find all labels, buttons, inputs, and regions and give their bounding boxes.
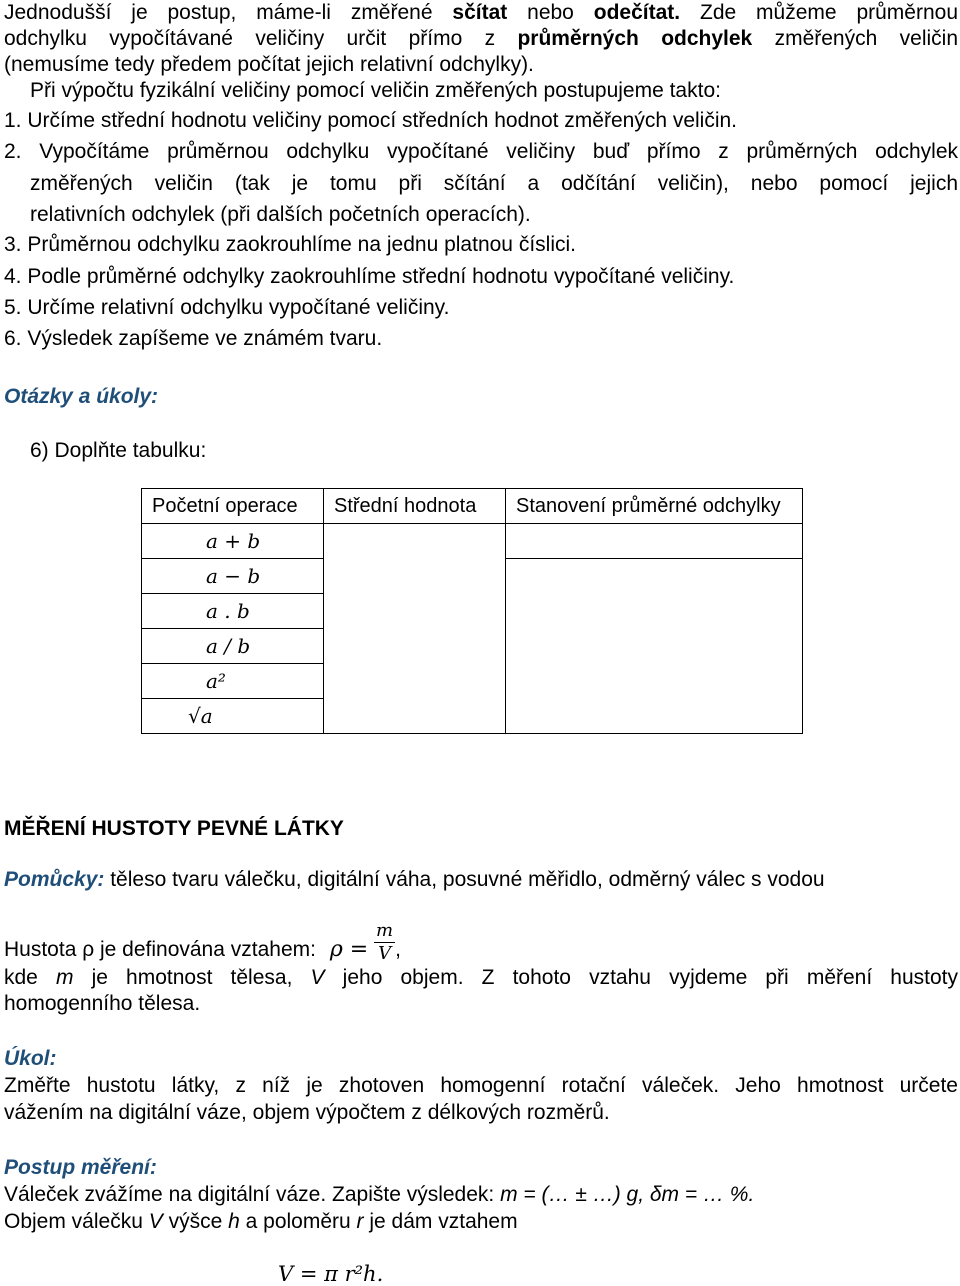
table-cell[interactable] [506, 559, 803, 734]
operation-label: 𝑎 / 𝑏 [206, 634, 251, 658]
text: Váleček zvážíme na digitální váze. Zapište výsledek: [4, 1183, 501, 1206]
bold-text: sčítat [452, 1, 508, 24]
table-cell [142, 559, 324, 594]
kde-line-1 [4, 966, 958, 990]
table-cell [142, 629, 324, 664]
table-header-cell [506, 489, 803, 524]
table-header-row [142, 489, 803, 524]
text: V [148, 1210, 163, 1233]
tools-line [4, 868, 825, 892]
density-text: Hustota ρ je definována vztahem: [4, 938, 316, 962]
questions-heading: Otázky a úkoly: [4, 385, 159, 408]
volume-formula: V = π r²h. [278, 1262, 384, 1286]
text: jeho objem. Z tohoto vztahu vyjdeme při měření hustoty [324, 966, 959, 989]
task-line-2: vážením na digitální váze, objem výpočtem z délkových rozměrů. [4, 1101, 610, 1124]
table-cell[interactable] [324, 524, 506, 734]
header-label: Početní operace [152, 494, 298, 517]
text: je hmotnost tělesa, [73, 966, 311, 989]
step-6: 6. Výsledek zapíšeme ve známém tvaru. [4, 327, 383, 350]
tools-text: těleso tvaru válečku, digitální váha, posuvné měřidlo, odměrný válec s vodou [104, 868, 825, 891]
intro-line-2 [4, 27, 958, 51]
fraction-numerator: m [376, 920, 394, 941]
bold-text: průměrných odchylek [517, 27, 753, 50]
header-label: Stanovení průměrné odchylky [516, 494, 781, 517]
text: m [55, 966, 74, 989]
text: V [310, 966, 325, 989]
tools-label: Pomůcky: [4, 868, 105, 891]
text: nebo [507, 1, 594, 24]
intro-line-3: (nemusíme tedy předem počítat jejich relativní odchylky). [4, 53, 534, 76]
procedure-line-1 [4, 1183, 754, 1207]
text: r [356, 1210, 364, 1233]
kde-line-2: homogenního tělesa. [4, 992, 201, 1015]
bold-text: odečítat. [593, 1, 681, 24]
text: kde [4, 966, 56, 989]
step-2-line-3: relativních odchylek (při dalších početních operacích). [30, 203, 531, 226]
table-header-cell [324, 489, 506, 524]
text: odchylku vypočítávané veličiny určit přímo z [4, 27, 518, 50]
table-cell [142, 664, 324, 699]
density-rho: ρ = [329, 937, 369, 963]
text: Jednodušší je postup, máme-li změřené [4, 1, 453, 24]
table-cell [142, 524, 324, 559]
text: je dám vztahem [363, 1210, 518, 1233]
section-title: MĚŘENÍ HUSTOTY PEVNÉ LÁTKY [4, 817, 344, 840]
operation-label: 𝑎 − 𝑏 [206, 564, 261, 588]
table-cell [142, 699, 324, 734]
text: h [228, 1210, 240, 1233]
step-5: 5. Určíme relativní odchylku vypočítané veličiny. [4, 296, 450, 319]
procedure-label: Postup měření: [4, 1156, 157, 1179]
operations-table [141, 488, 803, 734]
table-row [142, 524, 803, 559]
operation-label: √𝑎 [188, 704, 213, 728]
table-header-cell [142, 489, 324, 524]
step-2-line-2: změřených veličin (tak je tomu při sčítání a odčítání veličin), nebo pomocí jejich [30, 172, 958, 195]
step-3: 3. Průměrnou odchylku zaokrouhlíme na jednu platnou číslici. [4, 233, 576, 256]
header-label: Střední hodnota [334, 494, 477, 517]
task-6: 6) Doplňte tabulku: [30, 439, 207, 462]
fraction-denominator: V [378, 943, 392, 964]
density-line [4, 920, 401, 971]
table-cell [142, 594, 324, 629]
text: Objem válečku [4, 1210, 149, 1233]
operation-label: 𝑎 + 𝑏 [206, 529, 261, 553]
step-4: 4. Podle průměrné odchylky zaokrouhlíme střední hodnotu vypočítané veličiny. [4, 265, 735, 288]
task-label: Úkol: [4, 1047, 57, 1070]
operation-label: 𝑎 . 𝑏 [206, 599, 250, 623]
step-1: 1. Určíme střední hodnotu veličiny pomocí středních hodnot změřených veličin. [4, 109, 738, 132]
text: Zde můžeme průměrnou [680, 1, 959, 24]
operation-label: 𝑎² [206, 669, 226, 693]
step-2-line-1: 2. Vypočítáme průměrnou odchylku vypočítané veličiny buď přímo z průměrných odchylek [4, 140, 958, 163]
task-line-1: Změřte hustotu látky, z níž je zhotoven homogenní rotační váleček. Jeho hmotnost určete [4, 1074, 958, 1097]
intro-line-1 [4, 1, 958, 25]
table-cell[interactable] [506, 524, 803, 559]
intro-line-4: Při výpočtu fyzikální veličiny pomocí veličin změřených postupujeme takto: [30, 79, 721, 102]
text: , [395, 938, 401, 962]
text: výšce [162, 1210, 229, 1233]
text: m = (… ± …) g, δm = … %. [500, 1183, 755, 1206]
text: změřených veličin [752, 27, 959, 50]
procedure-line-2 [4, 1210, 518, 1234]
density-fraction [374, 922, 395, 963]
text: a poloměru [239, 1210, 357, 1233]
